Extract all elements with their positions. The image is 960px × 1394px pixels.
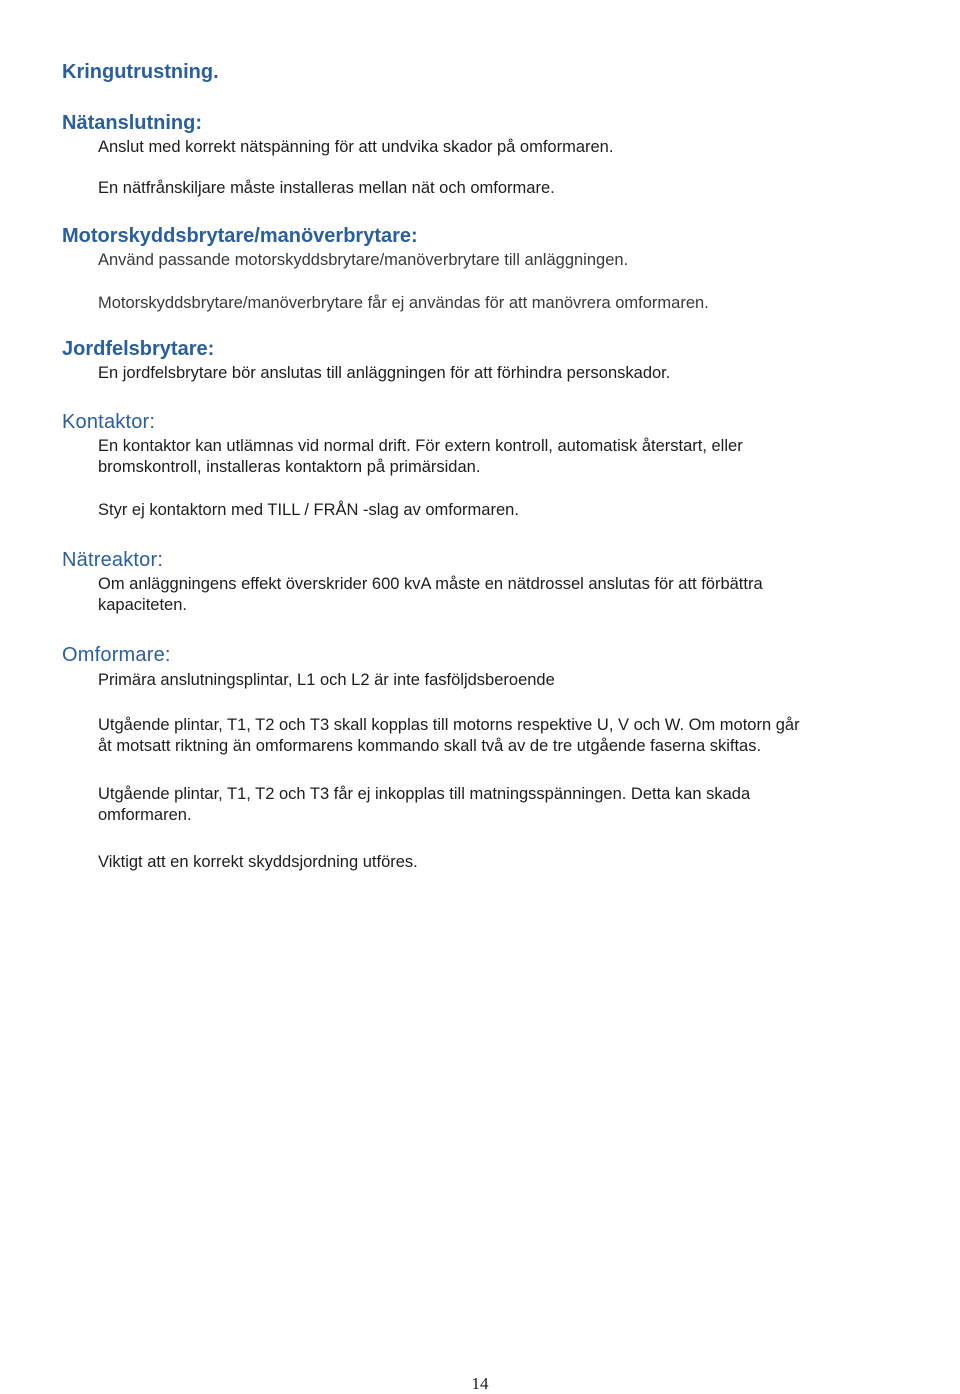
paragraph-kontaktor-1-line2: bromskontroll, installeras kontaktorn på primärsidan. bbox=[98, 458, 481, 476]
page-number: 14 bbox=[471, 1374, 489, 1393]
paragraph-omformare-2-line1: Utgående plintar, T1, T2 och T3 skall kopplas till motorns respektive U, V och W. Om motorn går bbox=[98, 716, 800, 734]
paragraph-natreaktor-1-line1: Om anläggningens effekt överskrider 600 kvA måste en nätdrossel anslutas för att förbättra bbox=[98, 575, 763, 593]
heading-natreaktor: Nätreaktor: bbox=[62, 549, 164, 571]
heading-natanslutning: Nätanslutning: bbox=[62, 112, 202, 134]
heading-omformare: Omformare: bbox=[62, 644, 171, 666]
paragraph-omformare-3-line2: omformaren. bbox=[98, 806, 192, 824]
paragraph-motorskydd-1: Använd passande motorskyddsbrytare/manöverbrytare till anläggningen. bbox=[98, 251, 629, 269]
paragraph-natanslutning-2: En nätfrånskiljare måste installeras mellan nät och omformare. bbox=[98, 179, 555, 197]
heading-kontaktor: Kontaktor: bbox=[62, 411, 156, 433]
page-title: Kringutrustning. bbox=[62, 61, 219, 83]
paragraph-omformare-4: Viktigt att en korrekt skyddsjordning utföres. bbox=[98, 853, 418, 871]
paragraph-natanslutning-1: Anslut med korrekt nätspänning för att undvika skador på omformaren. bbox=[98, 138, 614, 156]
paragraph-kontaktor-2: Styr ej kontaktorn med TILL / FRÅN -slag av omformaren. bbox=[98, 501, 519, 519]
paragraph-omformare-1: Primära anslutningsplintar, L1 och L2 är inte fasföljdsberoende bbox=[98, 671, 555, 689]
paragraph-omformare-2-line2: åt motsatt riktning än omformarens kommando skall två av de tre utgående faserna skiftas. bbox=[98, 737, 762, 755]
paragraph-motorskydd-2: Motorskyddsbrytare/manöverbrytare får ej användas för att manövrera omformaren. bbox=[98, 294, 709, 312]
paragraph-omformare-3-line1: Utgående plintar, T1, T2 och T3 får ej inkopplas till matningsspänningen. Detta kan skada bbox=[98, 785, 751, 803]
paragraph-natreaktor-1-line2: kapaciteten. bbox=[98, 596, 187, 614]
heading-jordfelsbrytare: Jordfelsbrytare: bbox=[62, 338, 215, 360]
paragraph-kontaktor-1-line1: En kontaktor kan utlämnas vid normal drift. För extern kontroll, automatisk återstart, eller bbox=[98, 437, 743, 455]
paragraph-jordfel-1: En jordfelsbrytare bör anslutas till anläggningen för att förhindra personskador. bbox=[98, 364, 671, 382]
heading-motorskyddsbrytare: Motorskyddsbrytare/manöverbrytare: bbox=[62, 225, 418, 247]
